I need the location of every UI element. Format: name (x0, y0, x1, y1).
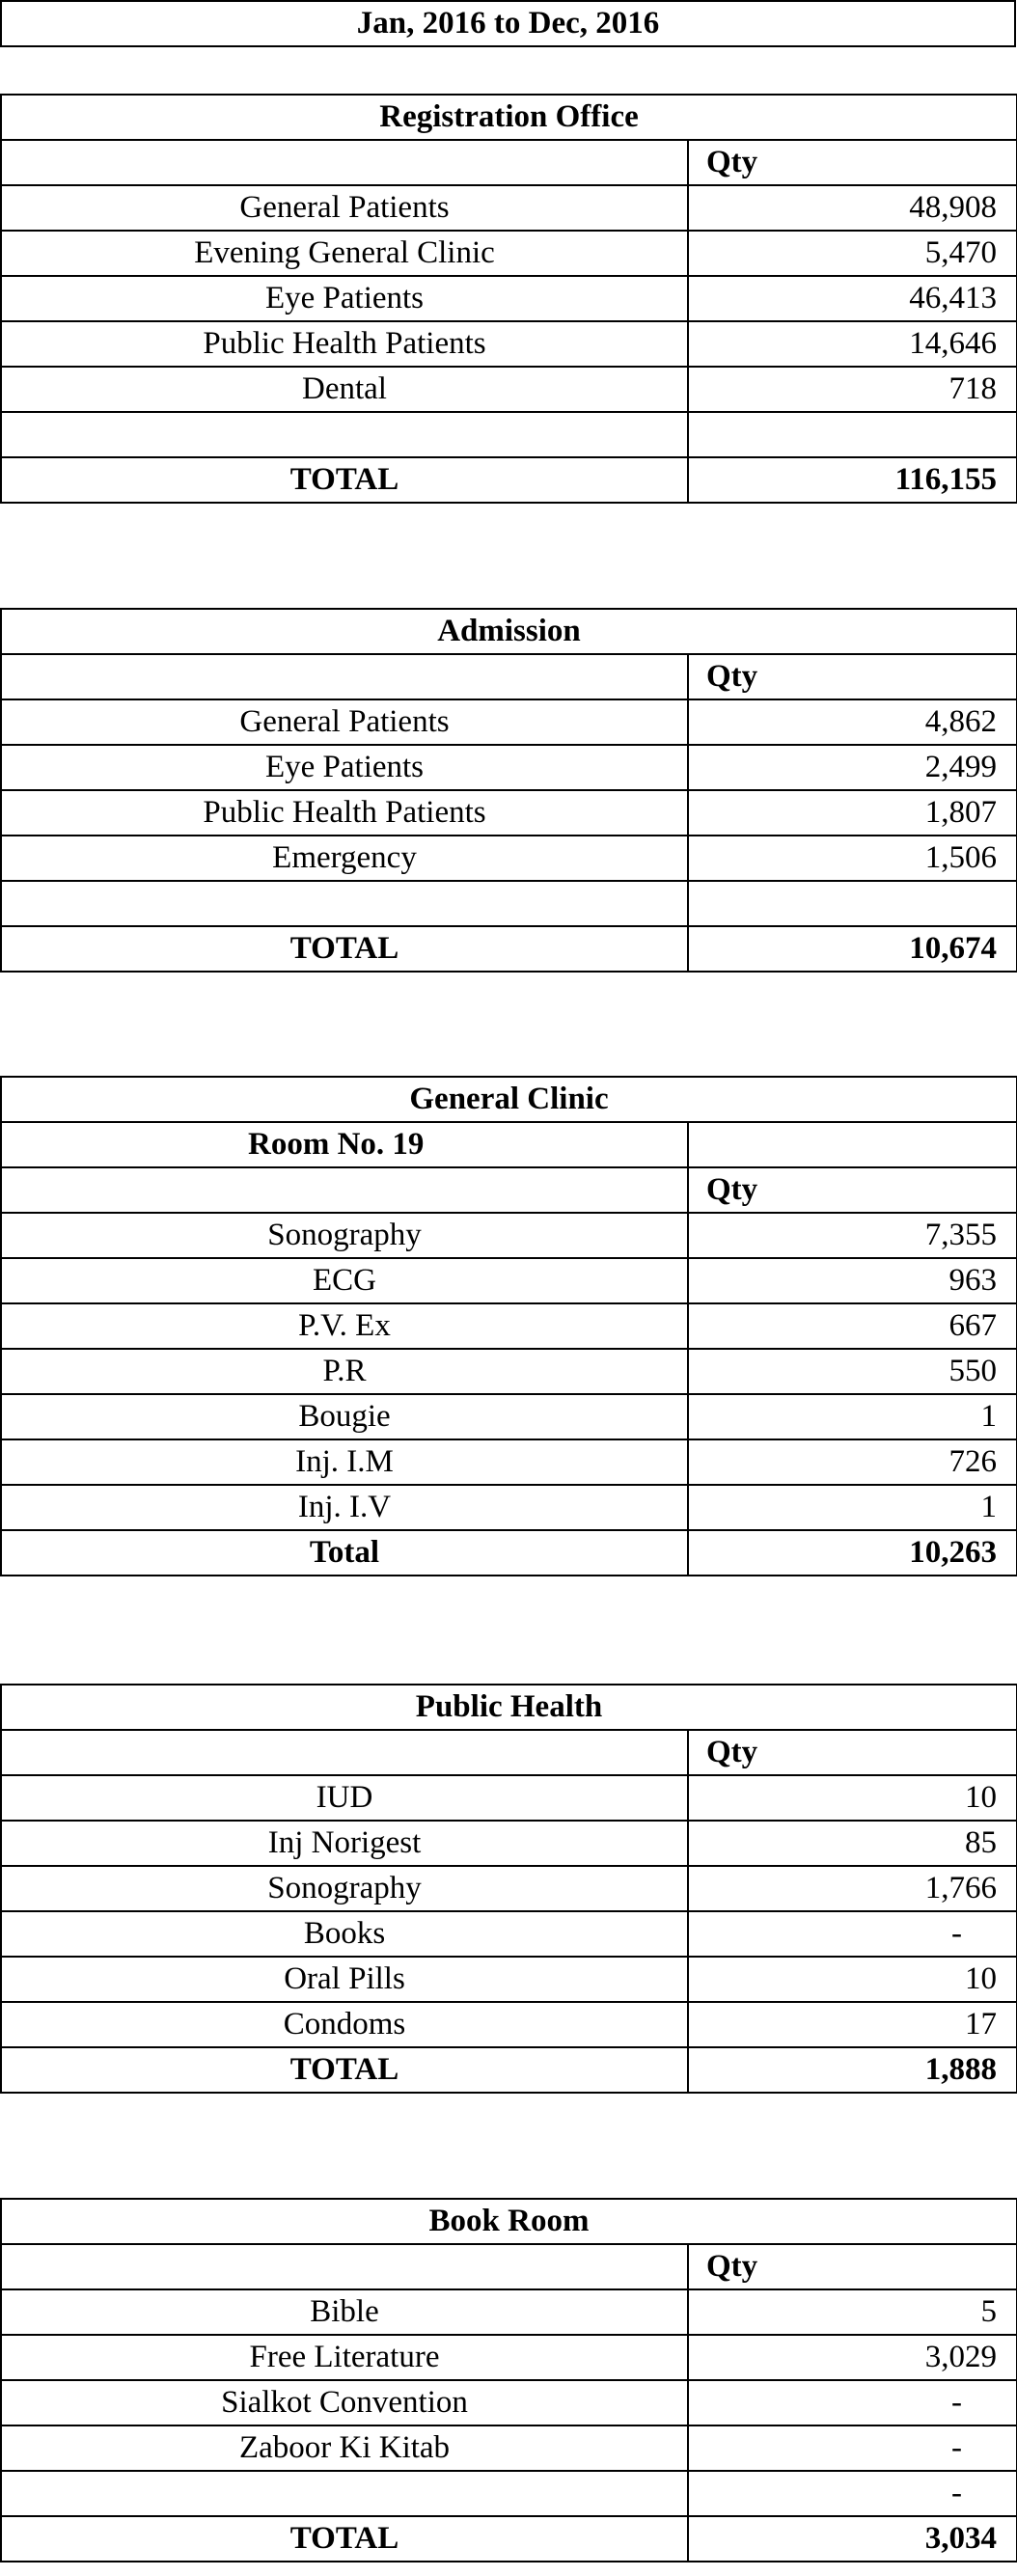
registration-office-table (0, 94, 1017, 504)
row-label: Oral Pills (1, 1957, 688, 2002)
total-label: Total (1, 1530, 688, 1576)
total-label: TOTAL (1, 2047, 688, 2093)
blank-cell (1, 2244, 688, 2289)
table-row (1, 745, 1017, 790)
qty-header: Qty (688, 654, 1017, 699)
qty-header: Qty (688, 1167, 1017, 1213)
total-label: TOTAL (1, 2516, 688, 2562)
row-value: 5 (688, 2289, 1017, 2335)
room-subtitle: Room No. 19 (1, 1122, 688, 1167)
table-row (1, 1303, 1017, 1349)
table-row (1, 2471, 1017, 2516)
row-label: Dental (1, 367, 688, 412)
blank-cell (688, 881, 1017, 926)
row-value: 2,499 (688, 745, 1017, 790)
row-value: 48,908 (688, 185, 1017, 231)
period-title-table (0, 0, 1016, 47)
row-value: 4,862 (688, 699, 1017, 745)
row-value: 14,646 (688, 321, 1017, 367)
blank-cell (1, 140, 688, 185)
row-label: General Patients (1, 185, 688, 231)
row-value: 17 (688, 2002, 1017, 2047)
table-row (1, 1439, 1017, 1485)
qty-header: Qty (688, 140, 1017, 185)
table-row (1, 790, 1017, 836)
table-row (1, 1213, 1017, 1258)
row-label: Sonography (1, 1213, 688, 1258)
total-value: 10,674 (688, 926, 1017, 972)
row-value: - (688, 2380, 1017, 2425)
table-row (1, 276, 1017, 321)
table-row (1, 1911, 1017, 1957)
table-row (1, 836, 1017, 881)
table-row (1, 1258, 1017, 1303)
table-row (1, 699, 1017, 745)
row-label: Eye Patients (1, 745, 688, 790)
total-value: 116,155 (688, 457, 1017, 503)
qty-header: Qty (688, 2244, 1017, 2289)
table-row (1, 1957, 1017, 2002)
table-row (1, 1866, 1017, 1911)
blank-cell (1, 1730, 688, 1775)
row-label: ECG (1, 1258, 688, 1303)
row-label: Condoms (1, 2002, 688, 2047)
admission-table (0, 608, 1017, 973)
row-value: 1,807 (688, 790, 1017, 836)
row-label: Bougie (1, 1394, 688, 1439)
table-row (1, 1485, 1017, 1530)
row-label: Zaboor Ki Kitab (1, 2425, 688, 2471)
qty-header: Qty (688, 1730, 1017, 1775)
table-title: Admission (1, 609, 1017, 654)
row-label: Eye Patients (1, 276, 688, 321)
row-value: 10 (688, 1957, 1017, 2002)
row-label: IUD (1, 1775, 688, 1821)
public-health-table (0, 1684, 1017, 2094)
row-value: 1 (688, 1485, 1017, 1530)
row-label: Books (1, 1911, 688, 1957)
blank-cell (1, 412, 688, 457)
blank-cell (1, 881, 688, 926)
blank-cell (1, 1167, 688, 1213)
row-label: Sialkot Convention (1, 2380, 688, 2425)
row-label: Evening General Clinic (1, 231, 688, 276)
row-label: Free Literature (1, 2335, 688, 2380)
total-value: 10,263 (688, 1530, 1017, 1576)
total-row (1, 2516, 1017, 2562)
general-clinic-table (0, 1076, 1017, 1576)
table-row (1, 1394, 1017, 1439)
row-value: 1,766 (688, 1866, 1017, 1911)
row-value: 550 (688, 1349, 1017, 1394)
row-value: 1 (688, 1394, 1017, 1439)
total-row (1, 1530, 1017, 1576)
empty-row (1, 881, 1017, 926)
row-label: Emergency (1, 836, 688, 881)
table-row (1, 1821, 1017, 1866)
row-label: Inj Norigest (1, 1821, 688, 1866)
row-value: 3,029 (688, 2335, 1017, 2380)
total-label: TOTAL (1, 926, 688, 972)
row-value: 667 (688, 1303, 1017, 1349)
row-label (1, 2471, 688, 2516)
blank-cell (688, 412, 1017, 457)
table-title: General Clinic (1, 1077, 1017, 1122)
row-value: 963 (688, 1258, 1017, 1303)
period-title: Jan, 2016 to Dec, 2016 (1, 1, 1015, 46)
table-row (1, 185, 1017, 231)
blank-cell (1, 654, 688, 699)
table-title: Public Health (1, 1685, 1017, 1730)
row-label: Public Health Patients (1, 321, 688, 367)
row-label: Public Health Patients (1, 790, 688, 836)
row-label: Bible (1, 2289, 688, 2335)
total-value: 3,034 (688, 2516, 1017, 2562)
total-row (1, 926, 1017, 972)
total-label: TOTAL (1, 457, 688, 503)
table-row (1, 2425, 1017, 2471)
blank-cell (688, 1122, 1017, 1167)
row-value: 46,413 (688, 276, 1017, 321)
row-label: Inj. I.M (1, 1439, 688, 1485)
table-row (1, 2002, 1017, 2047)
row-value: 85 (688, 1821, 1017, 1866)
row-label: Sonography (1, 1866, 688, 1911)
row-value: - (688, 2425, 1017, 2471)
total-row (1, 2047, 1017, 2093)
table-title: Book Room (1, 2199, 1017, 2244)
table-row (1, 231, 1017, 276)
row-value: 10 (688, 1775, 1017, 1821)
table-title: Registration Office (1, 95, 1017, 140)
row-value: - (688, 2471, 1017, 2516)
row-value: 718 (688, 367, 1017, 412)
table-row (1, 1775, 1017, 1821)
table-row (1, 2380, 1017, 2425)
row-label: P.V. Ex (1, 1303, 688, 1349)
row-value: - (688, 1911, 1017, 1957)
total-value: 1,888 (688, 2047, 1017, 2093)
table-row (1, 1349, 1017, 1394)
row-value: 5,470 (688, 231, 1017, 276)
row-label: P.R (1, 1349, 688, 1394)
table-row (1, 367, 1017, 412)
row-label: Inj. I.V (1, 1485, 688, 1530)
row-label: General Patients (1, 699, 688, 745)
empty-row (1, 412, 1017, 457)
book-room-table (0, 2198, 1017, 2562)
total-row (1, 457, 1017, 503)
table-row (1, 2335, 1017, 2380)
row-value: 1,506 (688, 836, 1017, 881)
row-value: 7,355 (688, 1213, 1017, 1258)
row-value: 726 (688, 1439, 1017, 1485)
table-row (1, 321, 1017, 367)
table-row (1, 2289, 1017, 2335)
